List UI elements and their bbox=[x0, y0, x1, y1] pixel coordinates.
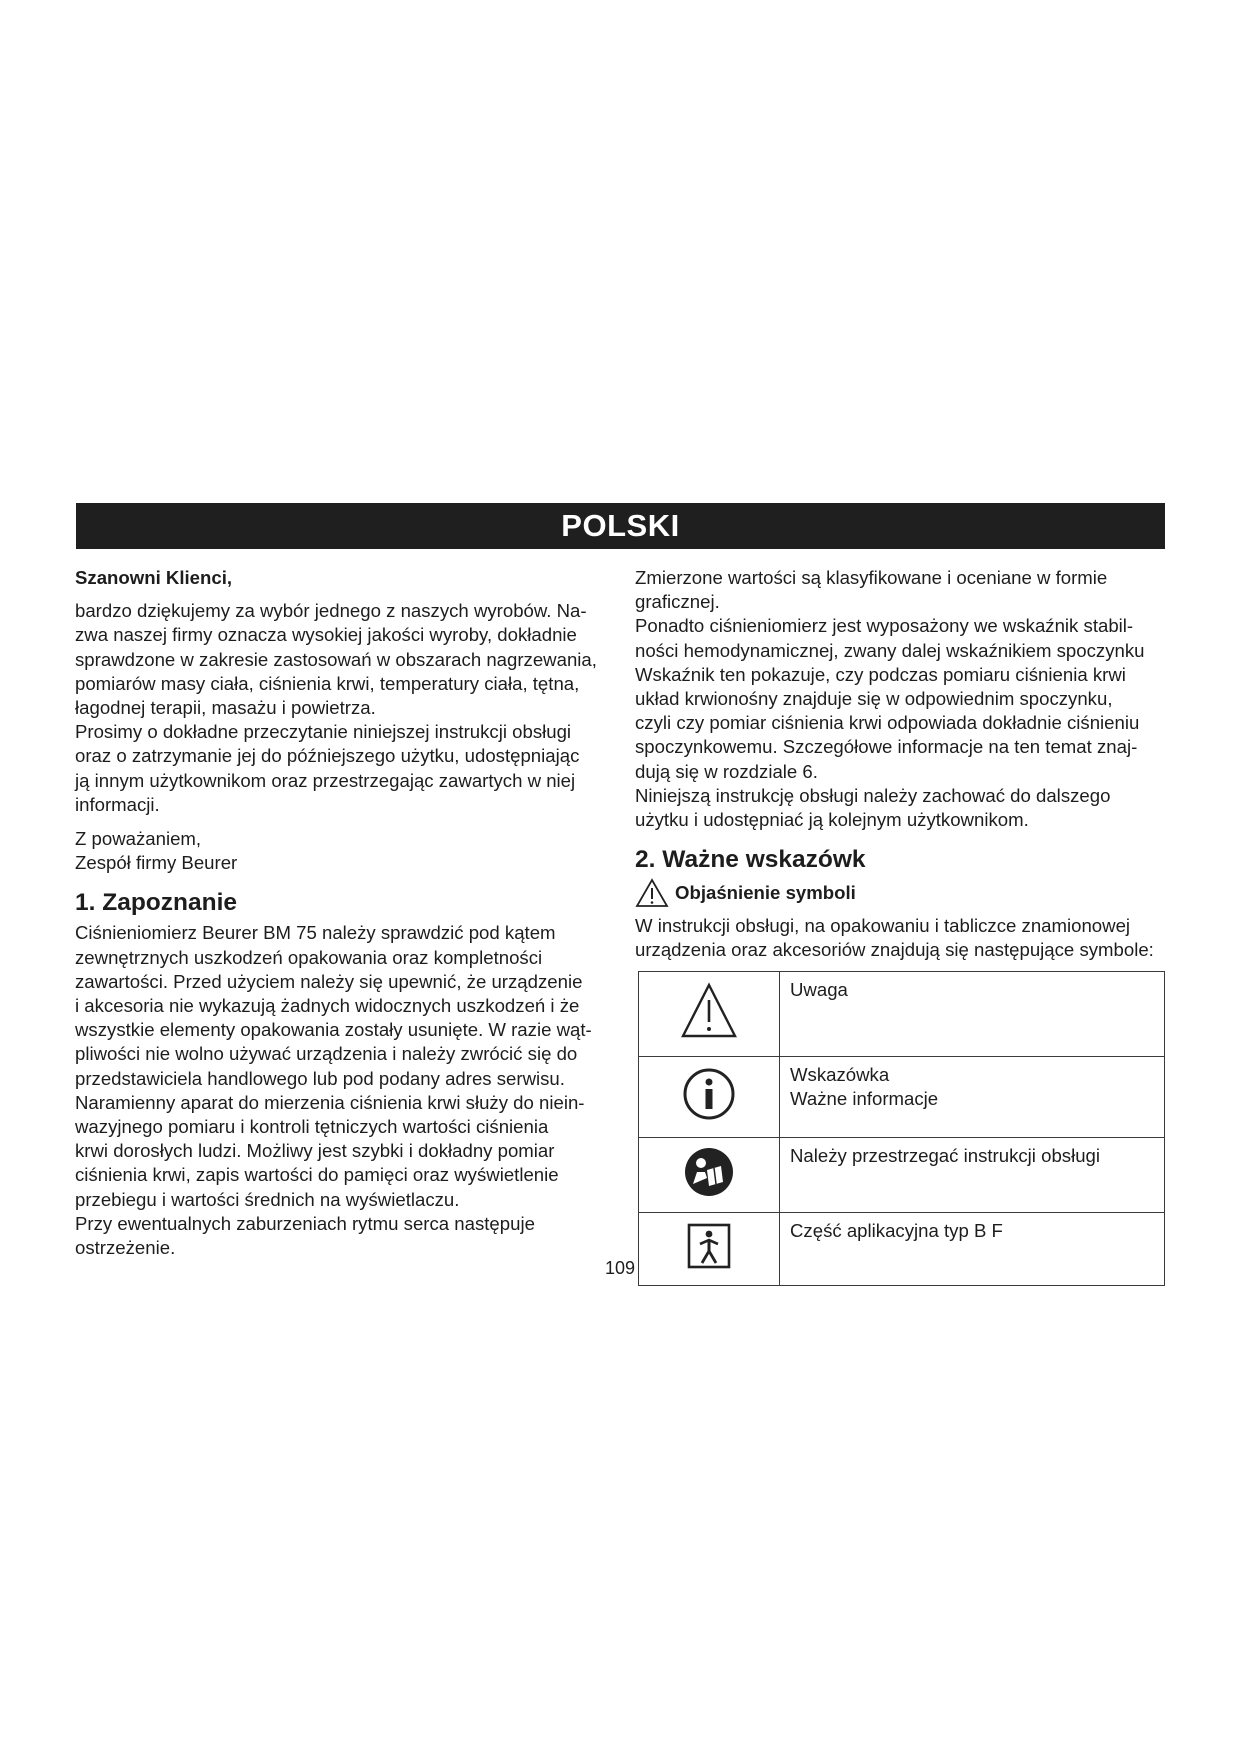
salutation: Szanowni Klienci, bbox=[75, 567, 233, 588]
classification-paragraph: Zmierzone wartości są klasyfikowane i oceniane w formie graficznej. bbox=[635, 567, 1108, 613]
symbol-description: Uwaga bbox=[780, 971, 1165, 1056]
symbols-intro: W instrukcji obsługi, na opakowaniu i tabliczce znamionowej urządzenia oraz akcesoriów znajdują się następujące symbole: bbox=[635, 915, 1154, 961]
intro-paragraph: bardzo dziękujemy za wybór jednego z naszych wyrobów. Na- zwa naszej firmy oznacza wysokiej jakości wyroby, dokładnie sprawdzone w zakresie zastosowań w obszarach nagrzewania, pomiarów masy ciała, ciśnienia krwi, temperatury ciała, tętna, łagodnej terapii, masażu i powietrza. bbox=[75, 600, 597, 719]
section-1-paragraph-1: Ciśnieniomierz Beurer BM 75 należy sprawdzić pod kątem zewnętrznych uszkodzeń opakowania oraz kompletności zawartości. Przed użyciem należy się upewnić, że urządzenie i akcesoria nie wykazują żadnych widocznych uszkodzeń i że wszystkie elementy opakowania zostały usunięte. W razie wąt- pliwości nie wolno używać urządzenia i należy zwrócić się do przedstawiciela handlowego lub pod podany adres serwisu. bbox=[75, 922, 592, 1089]
keep-manual-paragraph: Niniejszą instrukcję obsługi należy zachować do dalszego użytku i udostępniać ją kolejnym użytkownikom. bbox=[635, 784, 1111, 831]
read-manual-icon bbox=[683, 1146, 735, 1198]
symbol-description: Część aplikacyjna typ B F bbox=[780, 1212, 1165, 1285]
info-icon bbox=[682, 1067, 736, 1121]
section-2-title: 2. Ważne wskazówk bbox=[635, 846, 866, 874]
left-column bbox=[75, 566, 610, 1260]
symbol-description: Wskazówka Ważne informacje bbox=[780, 1056, 1165, 1137]
table-row bbox=[639, 1056, 1165, 1137]
table-row bbox=[639, 1137, 1165, 1212]
symbols-subheading-label: Objaśnienie symboli bbox=[675, 882, 856, 904]
page-number: 109 bbox=[604, 1258, 636, 1278]
symbol-cell bbox=[639, 971, 780, 1056]
symbol-cell bbox=[639, 1212, 780, 1285]
right-column bbox=[635, 566, 1167, 1286]
section-1-paragraph-2: Naramienny aparat do mierzenia ciśnienia krwi służy do niein- wazyjnego pomiaru i kontroli tętniczych wartości ciśnienia krwi dorosłych ludzi. Możliwy jest szybki i dokładny pomiar ciśnienia krwi, zapis wartości do pamięci oraz wyświetlenie przebiegu i wartości średnich na wyświetlaczu. bbox=[75, 1091, 585, 1210]
symbols-table bbox=[638, 971, 1165, 1286]
rest-indicator-paragraph: Ponadto ciśnieniomierz jest wyposażony we wskaźnik stabil- ności hemodynamicznej, zwany dalej wskaźnikiem spoczynku Wskaźnik ten pokazuje, czy podczas pomiaru ciśnienia krwi układ krwionośny znajduje się w odpowiednim spoczynku, czyli czy pomiar ciśnienia krwi odpowiada dokładnie ciśnieniu spoczynkowemu. Szczegółowe informacje na ten temat znaj- dują się w rozdziale 6. bbox=[635, 615, 1145, 782]
symbols-subheading bbox=[635, 878, 1167, 908]
table-row bbox=[639, 971, 1165, 1056]
language-banner: POLSKI bbox=[76, 503, 1165, 549]
request-paragraph: Prosimy o dokładne przeczytanie niniejszej instrukcji obsługi oraz o zatrzymanie jej do późniejszego użytku, udostępniając ją innym użytkownikom oraz przestrzegając zawartych w niej informacji. bbox=[75, 721, 580, 815]
symbol-cell bbox=[639, 1056, 780, 1137]
closing: Z poważaniem, Zespół firmy Beurer bbox=[75, 828, 238, 874]
type-bf-icon bbox=[687, 1223, 731, 1269]
section-1-paragraph-3: Przy ewentualnych zaburzeniach rytmu serca następuje ostrzeżenie. bbox=[75, 1212, 535, 1259]
table-row bbox=[639, 1212, 1165, 1285]
symbol-description: Należy przestrzegać instrukcji obsługi bbox=[780, 1137, 1165, 1212]
warning-triangle-icon bbox=[635, 878, 669, 908]
symbol-cell bbox=[639, 1137, 780, 1212]
warning-triangle-icon bbox=[680, 982, 738, 1040]
section-1-title: 1. Zapoznanie bbox=[75, 889, 238, 917]
